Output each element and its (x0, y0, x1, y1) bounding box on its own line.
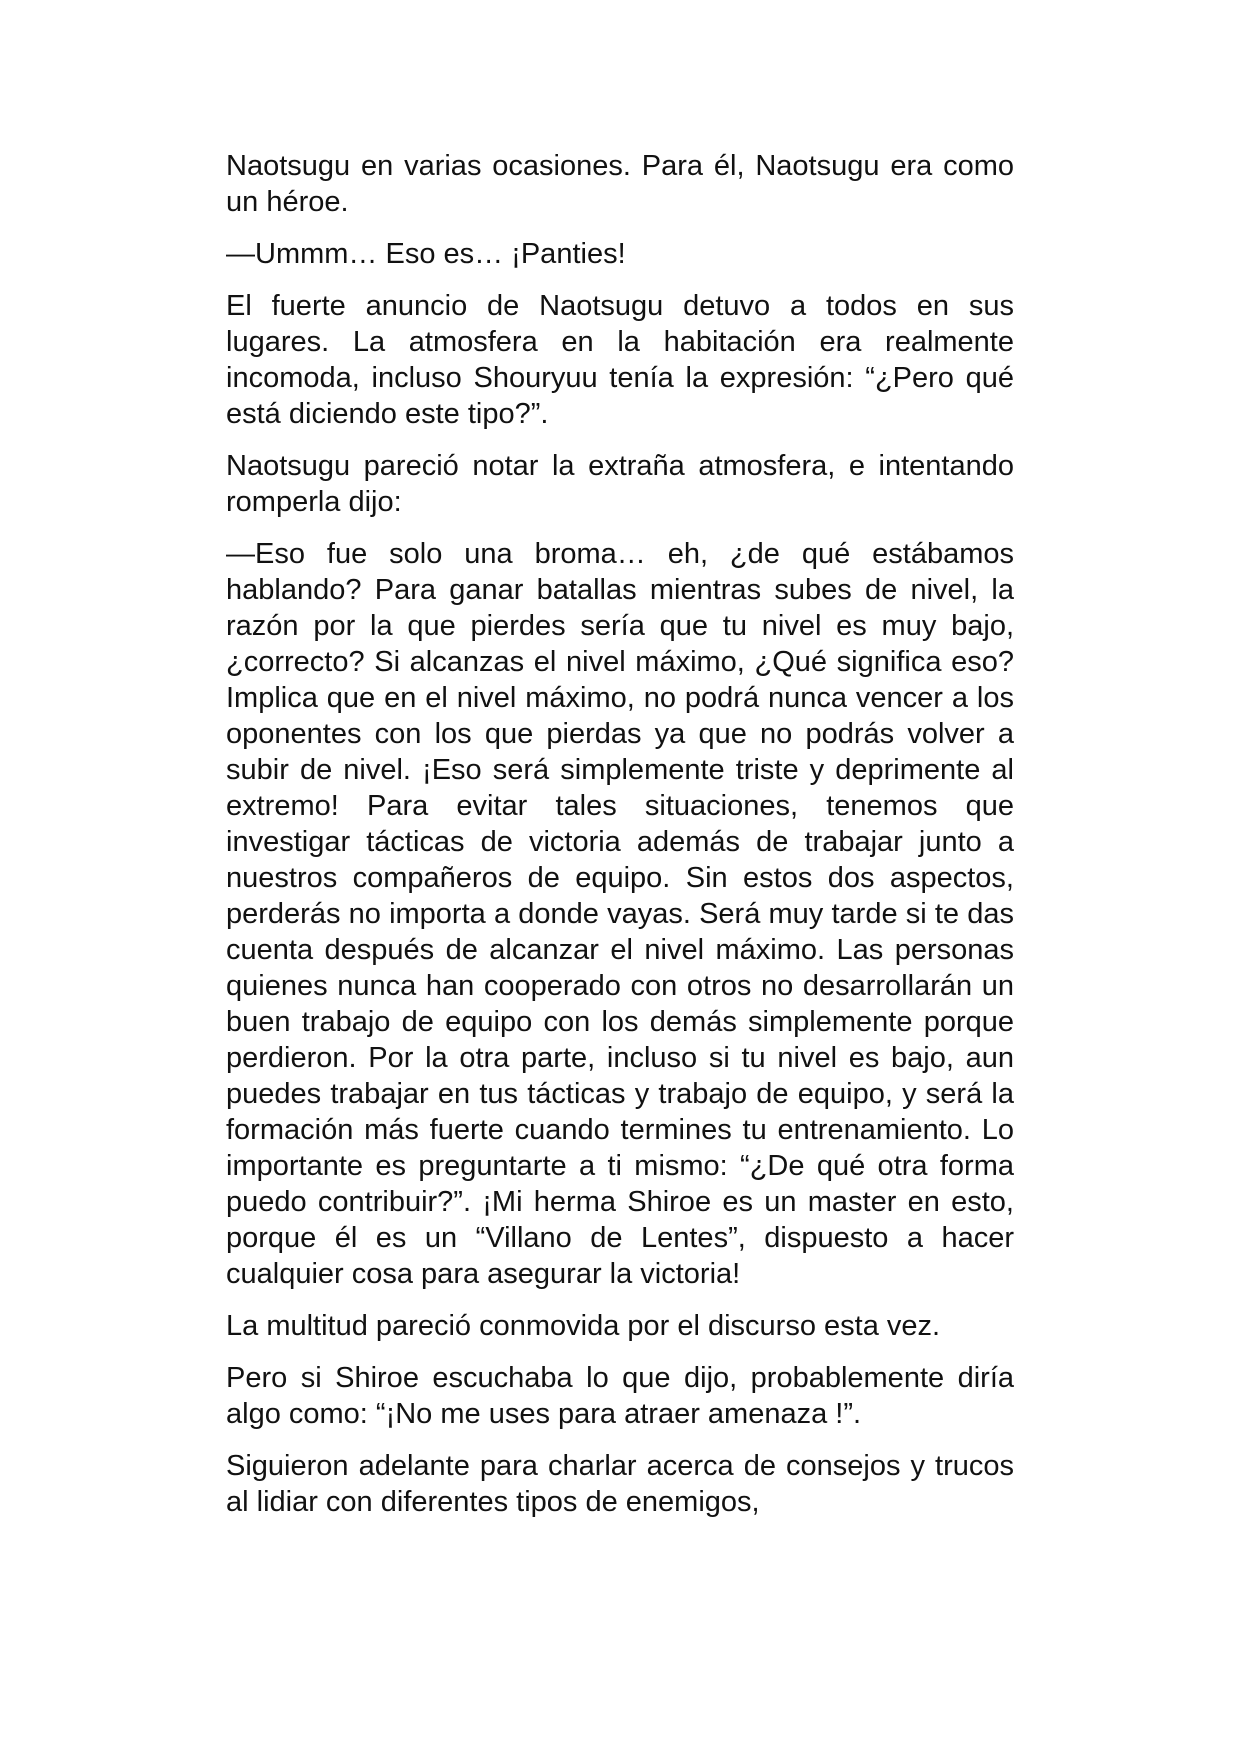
paragraph: —Eso fue solo una broma… eh, ¿de qué estábamos hablando? Para ganar batallas mientras subes de nivel, la razón por la que pierdes sería que tu nivel es muy bajo, ¿correcto? Si alcanzas el nivel máximo, ¿Qué significa eso? Implica que en el nivel máximo, no podrá nunca vencer a los oponentes con los que pierdas ya que no podrás volver a subir de nivel. ¡Eso será simplemente triste y deprimente al extremo! Para evitar tales situaciones, tenemos que investigar tácticas de victoria además de trabajar junto a nuestros compañeros de equipo. Sin estos dos aspectos, perderás no importa a donde vayas. Será muy tarde si te das cuenta después de alcanzar el nivel máximo. Las personas quienes nunca han cooperado con otros no desarrollarán un buen trabajo de equipo con los demás simplemente porque perdieron. Por la otra parte, incluso si tu nivel es bajo, aun puedes trabajar en tus tácticas y trabajo de equipo, y será la formación más fuerte cuando termines tu entrenamiento. Lo importante es preguntarte a ti mismo: “¿De qué otra forma puedo contribuir?”. ¡Mi herma Shiroe es un master en esto, porque él es un “Villano de Lentes”, dispuesto a hacer cualquier cosa para asegurar la victoria! (226, 538, 1014, 1290)
paragraph: La multitud pareció conmovida por el discurso esta vez. (226, 1310, 941, 1342)
paragraph: Siguieron adelante para charlar acerca de consejos y trucos al lidiar con diferentes tipos de enemigos, (226, 1450, 1014, 1518)
paragraph: El fuerte anuncio de Naotsugu detuvo a todos en sus lugares. La atmosfera en la habitación era realmente incomoda, incluso Shouryuu tenía la expresión: “¿Pero qué está diciendo este tipo?”. (226, 290, 1014, 430)
paragraph: —Ummm… Eso es… ¡Panties! (226, 238, 626, 270)
paragraph: Naotsugu en varias ocasiones. Para él, Naotsugu era como un héroe. (226, 150, 1014, 218)
paragraph: Naotsugu pareció notar la extraña atmosfera, e intentando romperla dijo: (226, 450, 1014, 518)
body-text (226, 148, 1014, 1536)
paragraph: Pero si Shiroe escuchaba lo que dijo, probablemente diría algo como: “¡No me uses para atraer amenaza !”. (226, 1362, 1014, 1430)
